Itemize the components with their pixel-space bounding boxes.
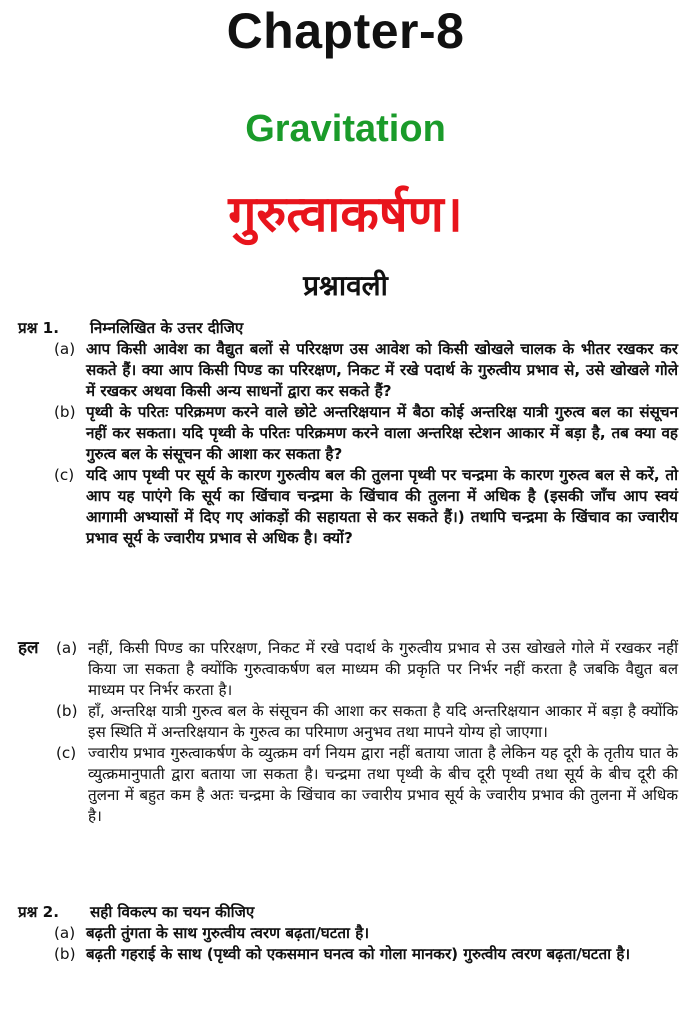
question-1-header xyxy=(18,318,678,339)
item-text: हाँ, अन्तरिक्ष यात्री गुरुत्व बल के संसूचन की आशा कर सकता है यदि अन्तरिक्षयान आकार में बड़ा है क्योंकि इस स्थिति में अन्तरिक्षयान के गुरुत्व का परिमाण अनुभव तथा मापने योग्य हो जाएगा। xyxy=(88,702,678,741)
solution-item xyxy=(56,638,678,701)
question-item xyxy=(54,923,678,944)
solution-items xyxy=(56,638,678,827)
question-prompt: सही विकल्प का चयन कीजिए xyxy=(90,903,255,921)
solution xyxy=(18,638,678,827)
item-tag: (b) xyxy=(56,702,78,720)
question-item xyxy=(54,944,678,965)
question-label: प्रश्न 1. xyxy=(18,319,60,337)
item-text: बढ़ती तुंगता के साथ गुरुत्वीय त्वरण बढ़ता/घटता है। xyxy=(86,924,370,942)
item-tag: (a) xyxy=(54,340,76,358)
solution-item xyxy=(56,743,678,827)
item-text: ज्वारीय प्रभाव गुरुत्वाकर्षण के व्युत्क्रम वर्ग नियम द्वारा नहीं बताया जाता है लेकिन यह दूरी के तृतीय घात के व्युत्क्रमानुपाती द्वारा बताया जा सकता है। चन्द्रमा तथा पृथ्वी के बीच दूरी पृथ्वी तथा सूर्य के बीच दूरी की तुलना में बहुत कम है अतः चन्द्रमा के खिंचाव का ज्वारीय प्रभाव सूर्य के ज्वारीय प्रभाव की तुलना में अधिक है। xyxy=(88,744,678,825)
question-2-header xyxy=(18,902,678,923)
question-prompt: निम्नलिखित के उत्तर दीजिए xyxy=(90,319,244,337)
question-label: प्रश्न 2. xyxy=(18,903,60,921)
item-tag: (b) xyxy=(54,403,76,421)
item-text: पृथ्वी के परितः परिक्रमण करने वाले छोटे अन्तरिक्षयान में बैठा कोई अन्तरिक्ष यात्री गुरुत्व बल का संसूचन नहीं कर सकता। यदि पृथ्वी के परितः परिक्रमण करने वाला अन्तरिक्ष स्टेशन आकार में बड़ा है, तब क्या वह गुरुत्व बल के संसूचन की आशा कर सकता है? xyxy=(86,403,678,463)
item-text: यदि आप पृथ्वी पर सूर्य के कारण गुरुत्वीय बल की तुलना पृथ्वी पर चन्द्रमा के कारण गुरुत्व बल से करें, तो आप यह पाएंगे कि सूर्य का खिंचाव चन्द्रमा के खिंचाव की तुलना में अधिक है (इसकी जाँच आप स्वयं आगामी अभ्यासों में दिए गए आंकड़ों की सहायता से कर सकते हैं।) तथापि चन्द्रमा के खिंचाव का ज्वारीय प्रभाव सूर्य के ज्वारीय प्रभाव से अधिक है। क्यों? xyxy=(86,466,678,547)
solution-item xyxy=(56,701,678,743)
item-text: बढ़ती गहराई के साथ (पृथ्वी को एकसमान घनत्व को गोला मानकर) गुरुत्वीय त्वरण बढ़ता/घटता है। xyxy=(86,945,631,963)
question-item xyxy=(54,339,678,402)
chapter-title: Chapter-8 xyxy=(226,3,465,59)
question-2 xyxy=(18,902,678,965)
item-tag: (c) xyxy=(56,744,77,762)
solution-label: हल xyxy=(18,638,39,658)
question-item xyxy=(54,402,678,465)
item-text: आप किसी आवेश का वैद्युत बलों से परिरक्षण उस आवेश को किसी खोखले चालक के भीतर रखकर कर सकते हैं। क्या आप किसी पिण्ड का परिरक्षण, निकट में रखे पदार्थ के गुरुत्वीय प्रभाव से, उसे खोखले गोले में रखकर अथवा किसी अन्य साधनों द्वारा कर सकते हैं? xyxy=(86,340,678,400)
subject-title: Gravitation xyxy=(245,108,446,150)
item-tag: (b) xyxy=(54,945,76,963)
item-text: नहीं, किसी पिण्ड का परिरक्षण, निकट में रखे पदार्थ के गुरुत्वीय प्रभाव से उस खोखले गोले में रखकर नहीं किया जा सकता है क्योंकि गुरुत्वाकर्षण बल माध्यम की प्रकृति पर निर्भर नहीं करता है जबकि वैद्युत बल माध्यम पर निर्भर करता है। xyxy=(88,639,678,699)
item-tag: (a) xyxy=(56,639,78,657)
question-1 xyxy=(18,318,678,549)
solution-body xyxy=(18,638,678,827)
item-tag: (c) xyxy=(54,466,75,484)
question-item xyxy=(54,465,678,549)
section-heading: प्रश्नावली xyxy=(303,269,388,302)
item-tag: (a) xyxy=(54,924,76,942)
hindi-title: गुरुत्वाकर्षण। xyxy=(228,185,463,243)
